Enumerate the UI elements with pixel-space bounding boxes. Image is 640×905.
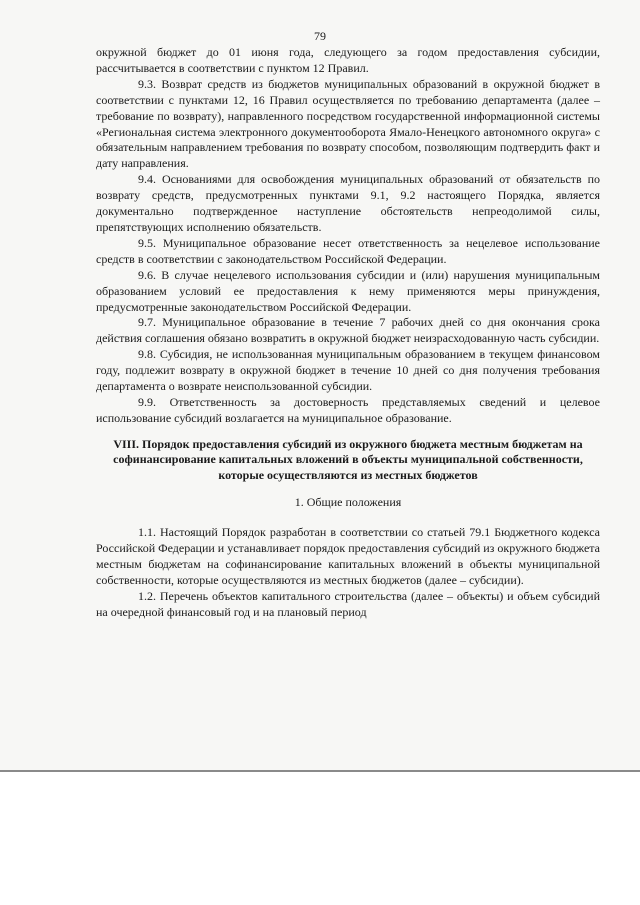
- paragraph-9-5: 9.5. Муниципальное образование несет ответственность за нецелевое использование средств в соответствии с законодательством Российской Федерации.: [96, 235, 600, 266]
- paragraph-9-6: 9.6. В случае нецелевого использования субсидии и (или) нарушения муниципальным образованием условий ее предоставления к нему применяются меры принуждения, предусмотренные законодательством Российской Федерации.: [96, 267, 600, 314]
- paragraph-9-9: 9.9. Ответственность за достоверность представляемых сведений и целевое использование субсидий возлагается на муниципальное образование.: [96, 394, 600, 425]
- subsection-heading: 1. Общие положения: [294, 495, 402, 510]
- paragraph-1-1: 1.1. Настоящий Порядок разработан в соответствии со статьей 79.1 Бюджетного кодекса Российской Федерации и устанавливает порядок предоставления субсидий из окружного бюджета местным бюджетам на софинансирование капитальных вложений в объекты муниципальной собственности, которые осуществляются из местных бюджетов (далее – субсидии).: [96, 525, 601, 587]
- paragraph-9-7: 9.7. Муниципальное образование в течение 7 рабочих дней со дня окончания срока действия соглашения обязано возвратить в окружной бюджет неизрасходованную часть субсидии.: [96, 315, 600, 346]
- paragraph-1-2: 1.2. Перечень объектов капитального строительства (далее – объекты) и объем субсидий на очередной финансовый год и на плановый период: [96, 588, 600, 619]
- paragraph-9-4: 9.4. Основаниями для освобождения муниципальных образований от обязательств по возврату средств, предусмотренных пунктами 9.1, 9.2 настоящего Порядка, является документально подтвержденное наступление обстоятельств непреодолимой силы, препятствующих исполнению обязательств.: [96, 172, 600, 234]
- section-heading: VIII. Порядок предоставления субсидий из окружного бюджета местным бюджетам на софинансирование капитальных вложений в объекты муниципальной собственности, которые осуществляются из местных бюджетов: [113, 436, 583, 482]
- page-number: 79: [314, 29, 326, 43]
- paragraph-9-3: 9.3. Возврат средств из бюджетов муниципальных образований в окружной бюджет в соответствии с пунктами 12, 16 Правил осуществляется по требованию департамента (далее – требование по возврату), направленного посредством государственной информационной системы «Региональная система электронного документооборота Ямало-Ненецкого автономного округа» с обязательным направлением требования по возврату способом, позволяющим подтвердить факт и дату направления.: [96, 76, 600, 171]
- document-body: [96, 45, 600, 621]
- paragraph-9-8: 9.8. Субсидия, не использованная муниципальным образованием в текущем финансовом году, подлежит возврату в окружной бюджет в течение 10 дней со дня получения требования департамента о возврате неиспользованной субсидии.: [96, 347, 600, 394]
- paragraph: окружной бюджет до 01 июня года, следующего за годом предоставления субсидии, рассчитывается в соответствии с пунктом 12 Правил.: [96, 45, 600, 75]
